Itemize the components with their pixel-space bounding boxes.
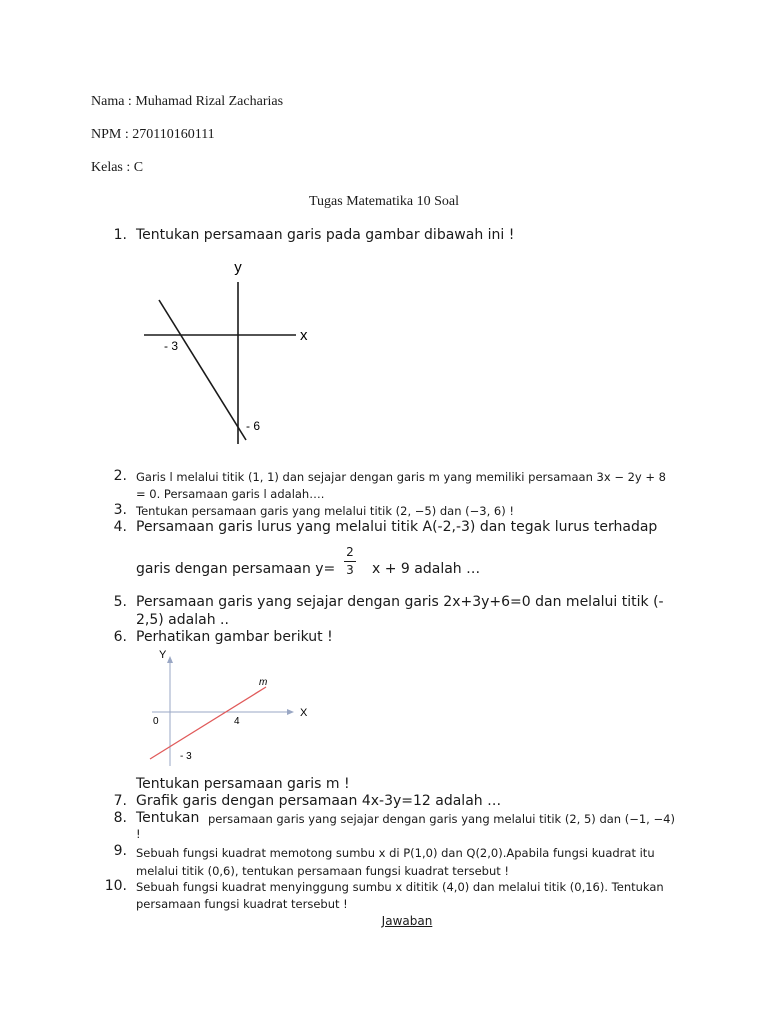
question-number: 6.	[113, 629, 127, 645]
question-text: = 0. Persamaan garis l adalah….	[136, 487, 325, 501]
line-m	[150, 687, 266, 759]
question-number: 9.	[113, 843, 127, 859]
x-axis-arrow	[287, 709, 294, 715]
fraction-denominator: 3	[346, 563, 354, 577]
question-text: garis dengan persamaan y=	[136, 561, 336, 577]
question-number: 8.	[113, 810, 127, 826]
question-text: 2,5) adalah ..	[136, 612, 229, 628]
question-number: 2.	[113, 468, 127, 484]
fraction-numerator: 2	[346, 545, 354, 559]
question-text: Tentukan persamaan garis pada gambar dibawah ini !	[136, 227, 515, 243]
y-tick-label: - 3	[180, 751, 192, 762]
y-axis-label: Y	[159, 649, 167, 661]
question-text: Perhatikan gambar berikut !	[136, 629, 333, 645]
question-text: persamaan garis yang sejajar dengan garis yang melalui titik (2, 5) dan (−1, −4)	[208, 812, 675, 826]
student-npm: NPM : 270110160111	[91, 127, 215, 142]
origin-label: 0	[153, 716, 159, 727]
question-text: melalui titik (0,6), tentukan persamaan fungsi kuadrat tersebut !	[136, 864, 510, 878]
question-number: 5.	[113, 594, 127, 610]
question-number: 4.	[113, 519, 127, 535]
question-text: x + 9 adalah …	[372, 561, 481, 577]
y-axis-arrow	[167, 656, 173, 663]
figure-1-graph	[130, 252, 330, 452]
question-text: Tentukan persamaan garis m !	[136, 776, 350, 792]
question-text: Persamaan garis yang sejajar dengan garis 2x+3y+6=0 dan melalui titik (-	[136, 594, 664, 610]
fraction-bar	[344, 561, 356, 562]
question-text: Sebuah fungsi kuadrat memotong sumbu x di P(1,0) dan Q(2,0).Apabila fungsi kuadrat itu	[136, 846, 655, 860]
line-m-label: m	[259, 677, 268, 688]
student-name: Nama : Muhamad Rizal Zacharias	[91, 94, 284, 109]
question-number: 3.	[113, 502, 127, 518]
question-text: Tentukan persamaan garis yang melalui titik (2, −5) dan (−3, 6) !	[136, 504, 514, 518]
x-intercept-label: - 3	[164, 339, 179, 353]
page-title: Tugas Matematika 10 Soal	[309, 194, 459, 209]
y-intercept-label: - 6	[246, 419, 261, 433]
question-number: 10.	[104, 878, 127, 894]
student-class: Kelas : C	[91, 160, 144, 175]
x-axis-label: X	[300, 707, 308, 719]
question-number: 7.	[113, 793, 127, 809]
question-text: Garis l melalui titik (1, 1) dan sejajar dengan garis m yang memiliki persamaan 3x − 2y + 8	[136, 470, 666, 484]
x-axis-label: x	[300, 327, 308, 344]
question-text: Tentukan	[136, 810, 200, 826]
question-text: Grafik garis dengan persamaan 4x-3y=12 adalah …	[136, 793, 502, 809]
x-tick-label: 4	[234, 716, 240, 727]
answers-heading: Jawaban	[381, 914, 433, 928]
question-text: Sebuah fungsi kuadrat menyinggung sumbu x dititik (4,0) dan melalui titik (0,16). Tentukan	[136, 880, 664, 894]
question-text: persamaan fungsi kuadrat tersebut !	[136, 897, 348, 911]
y-axis-label: y	[234, 259, 242, 276]
question-number: 1.	[113, 227, 127, 243]
figure-2-graph	[140, 646, 320, 770]
question-text: Persamaan garis lurus yang melalui titik A(-2,-3) dan tegak lurus terhadap	[136, 519, 658, 535]
question-text: !	[136, 827, 141, 841]
graph-line	[159, 300, 246, 440]
